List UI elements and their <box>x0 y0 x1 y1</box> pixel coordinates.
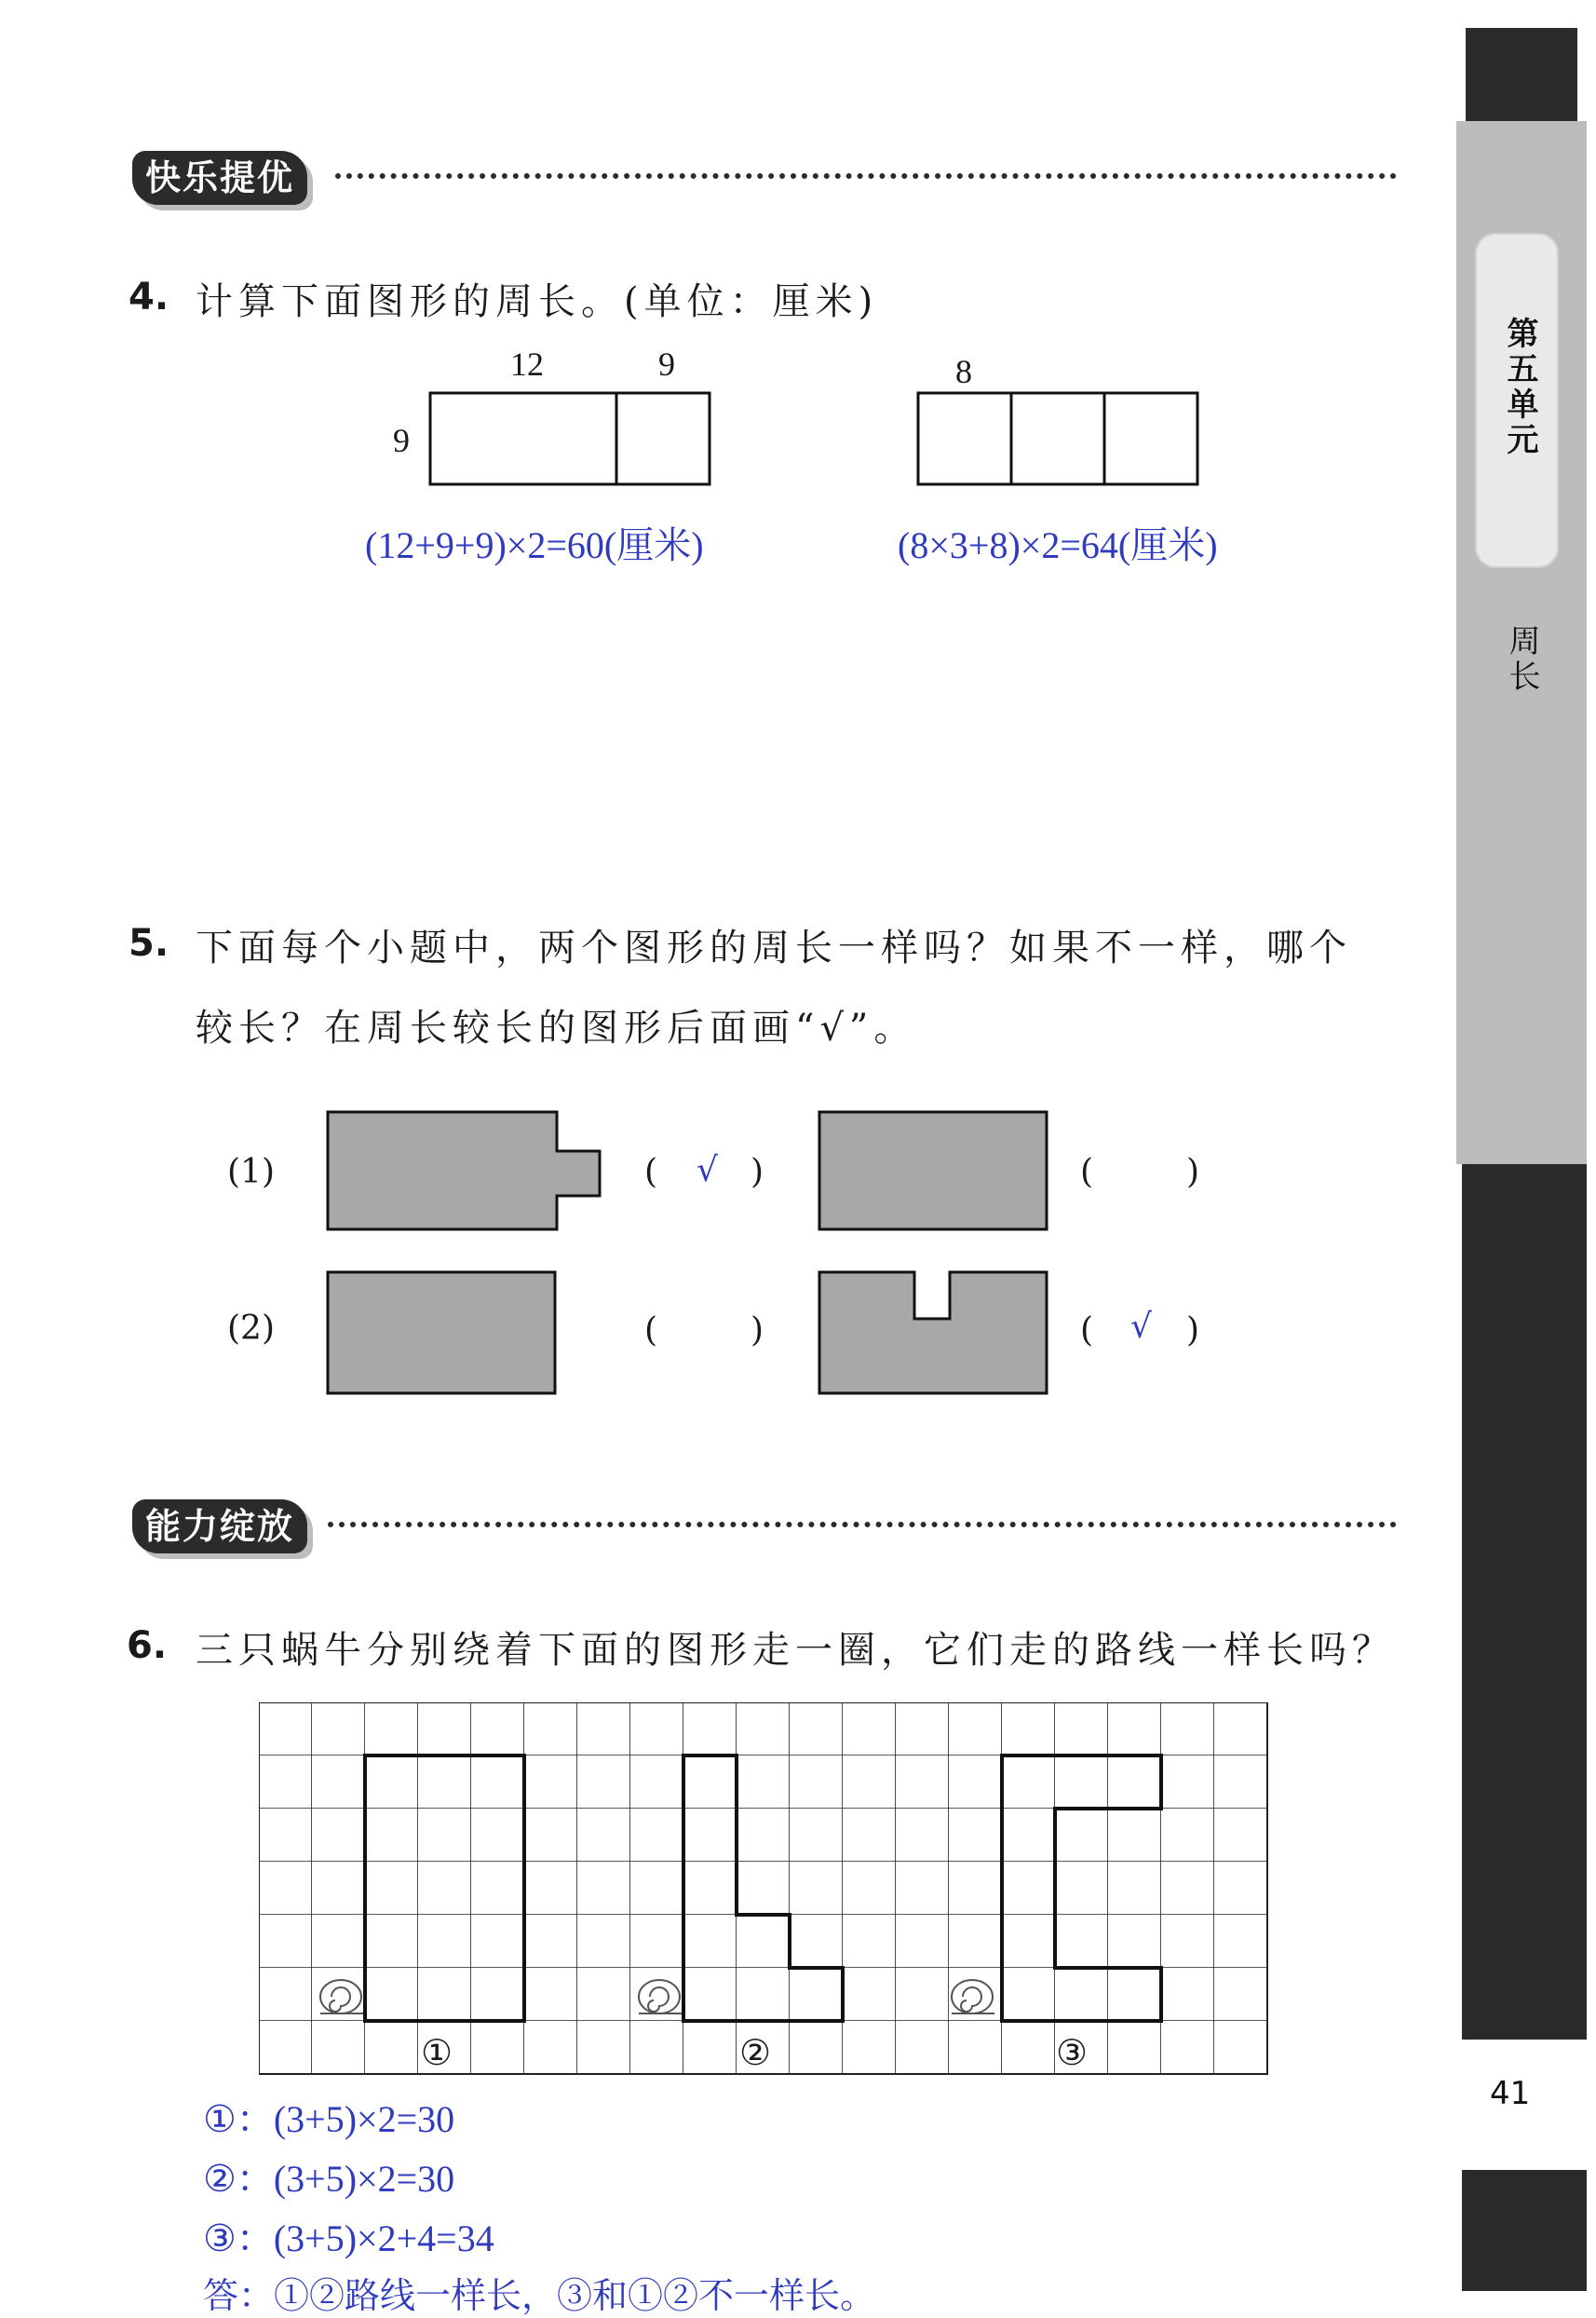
q6-answer-summary: 答：①②路线一样长，③和①②不一样长。 <box>203 2275 876 2316</box>
q5-r2b-paren-open: ( <box>1080 1311 1094 1349</box>
q4-answer-1: (12+9+9)×2=60(厘米) <box>365 524 704 566</box>
q5-r1b-paren-close: ) <box>1186 1153 1200 1191</box>
q5-row1-label: (1) <box>227 1153 275 1191</box>
q5-r2b-check[interactable]: √ <box>1130 1308 1152 1346</box>
sidebar-bottom-band <box>1462 1164 1587 2040</box>
section-badge-ability: 能力绽放 <box>132 1499 307 1553</box>
q6-label-2: ② <box>739 2032 772 2073</box>
q6-text: 三只蜗牛分别绕着下面的图形走一圈，它们走的路线一样长吗？ <box>196 1629 1395 1672</box>
q4-fig2 <box>918 393 1197 484</box>
q5-r1-shape-b <box>819 1112 1047 1229</box>
q4-answer-2: (8×3+8)×2=64(厘米) <box>898 524 1218 566</box>
q4-number: 4. <box>128 276 169 319</box>
sidebar-topic-label: 周长 <box>1503 624 1540 695</box>
q5-r2a-paren-close: ) <box>751 1311 764 1349</box>
q5-r1a-check[interactable]: √ <box>697 1151 718 1189</box>
section-badge-happy: 快乐提优 <box>132 151 307 205</box>
q4-fig2-top-label: 8 <box>955 353 972 390</box>
q6-answer-1: ①：(3+5)×2=30 <box>203 2098 455 2140</box>
q4-fig1-top-right-label: 9 <box>658 346 675 383</box>
q5-r2-shape-a <box>328 1272 555 1393</box>
q5-r1b-paren-open[interactable]: ( <box>1080 1153 1094 1191</box>
q5-r1a-paren-open: ( <box>644 1153 658 1191</box>
q5-r1-shape-a <box>328 1112 600 1229</box>
section-divider <box>335 173 1397 179</box>
q4-text: 计算下面图形的周长。(单位：厘米) <box>196 280 879 323</box>
q6-label-3: ③ <box>1056 2032 1089 2073</box>
q6-grid <box>259 1702 1268 2075</box>
q5-number: 5. <box>128 922 169 965</box>
q5-r1a-paren-close: ) <box>751 1153 764 1191</box>
q6-answer-3: ③：(3+5)×2+4=34 <box>203 2217 494 2259</box>
section-divider <box>328 1522 1397 1527</box>
sidebar-unit-label: 第五单元 <box>1501 317 1538 458</box>
q4-fig1-side-label: 9 <box>393 422 410 459</box>
page-number: 41 <box>1490 2075 1531 2112</box>
q4-fig1 <box>430 393 710 484</box>
sidebar-end-band <box>1462 2170 1587 2291</box>
q4-fig1-top-left-label: 12 <box>510 346 544 383</box>
q5-line-1: 下面每个小题中，两个图形的周长一样吗？如果不一样，哪个 <box>196 927 1352 969</box>
q5-r2a-paren-open[interactable]: ( <box>644 1311 658 1349</box>
q4-figures <box>372 335 1266 503</box>
q5-line-2: 较长？在周长较长的图形后面画“√”。 <box>196 1007 917 1050</box>
q6-answer-2: ②：(3+5)×2=30 <box>203 2158 455 2200</box>
q5-shapes <box>317 1099 1080 1416</box>
q5-row2-label: (2) <box>227 1309 275 1348</box>
q5-r2-shape-b <box>819 1272 1047 1393</box>
q6-label-1: ① <box>421 2032 453 2073</box>
q6-number: 6. <box>127 1624 168 1667</box>
q5-r2b-paren-close: ) <box>1186 1311 1200 1349</box>
